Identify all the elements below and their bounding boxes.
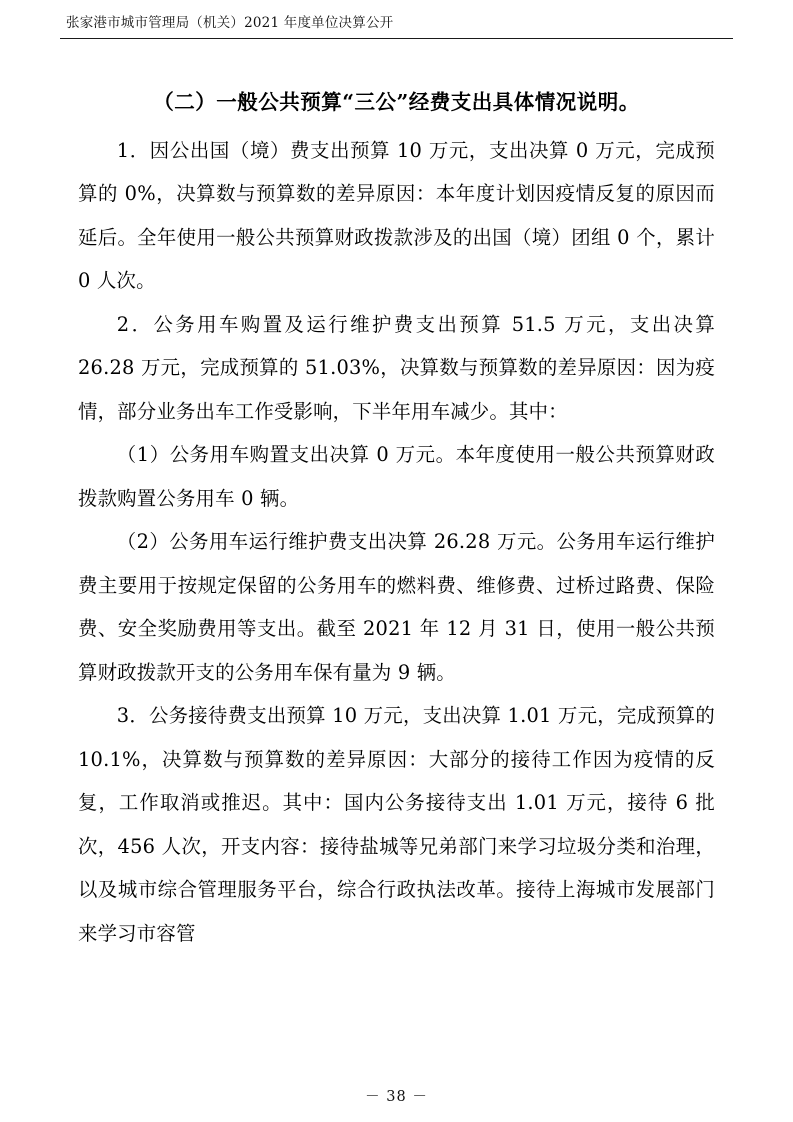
paragraph-1: 1．因公出国（境）费支出预算 10 万元，支出决算 0 万元，完成预算的 0%，决算数与预算数的差异原因：本年度计划因疫情反复的原因而延后。全年使用一般公共预算财政拨款涉及的出国（境）团组 0 个，累计 0 人次。 (78, 138, 715, 293)
header-divider (60, 38, 733, 39)
document-body (78, 72, 715, 955)
page-footer (0, 1085, 793, 1106)
page-number: － 38 － (365, 1089, 428, 1105)
page-header (0, 0, 793, 39)
section-title: （二）一般公共预算“三公”经费支出具体情况说明。 (153, 90, 640, 114)
paragraph-4: （2）公务用车运行维护费支出决算 26.28 万元。公务用车运行维护费主要用于按规定保留的公务用车的燃料费、维修费、过桥过路费、保险费、安全奖励费用等支出。截至 2021 年 12 月 31 日，使用一般公共预算财政拨款开支的公务用车保有量为 9 辆。 (78, 530, 715, 684)
paragraph-3: （1）公务用车购置支出决算 0 万元。本年度使用一般公共预算财政拨款购置公务用车 0 辆。 (78, 443, 715, 510)
paragraph-2: 2．公务用车购置及运行维护费支出预算 51.5 万元，支出决算 26.28 万元，完成预算的 51.03%，决算数与预算数的差异原因：因为疫情，部分业务出车工作受影响，下半年用车减少。其中： (78, 312, 715, 423)
header-title: 张家港市城市管理局（机关）2021 年度单位决算公开 (66, 15, 394, 31)
paragraph-5: 3．公务接待费支出预算 10 万元，支出决算 1.01 万元，完成预算的 10.1%，决算数与预算数的差异原因：大部分的接待工作因为疫情的反复，工作取消或推迟。其中：国内公务接待支出 1.01 万元，接待 6 批次，456 人次，开支内容：接待盐城等兄弟部门来学习垃圾分类和治理，以及城市综合管理服务平台，综合行政执法改革。接待上海城市发展部门来学习市容管 (78, 704, 715, 945)
